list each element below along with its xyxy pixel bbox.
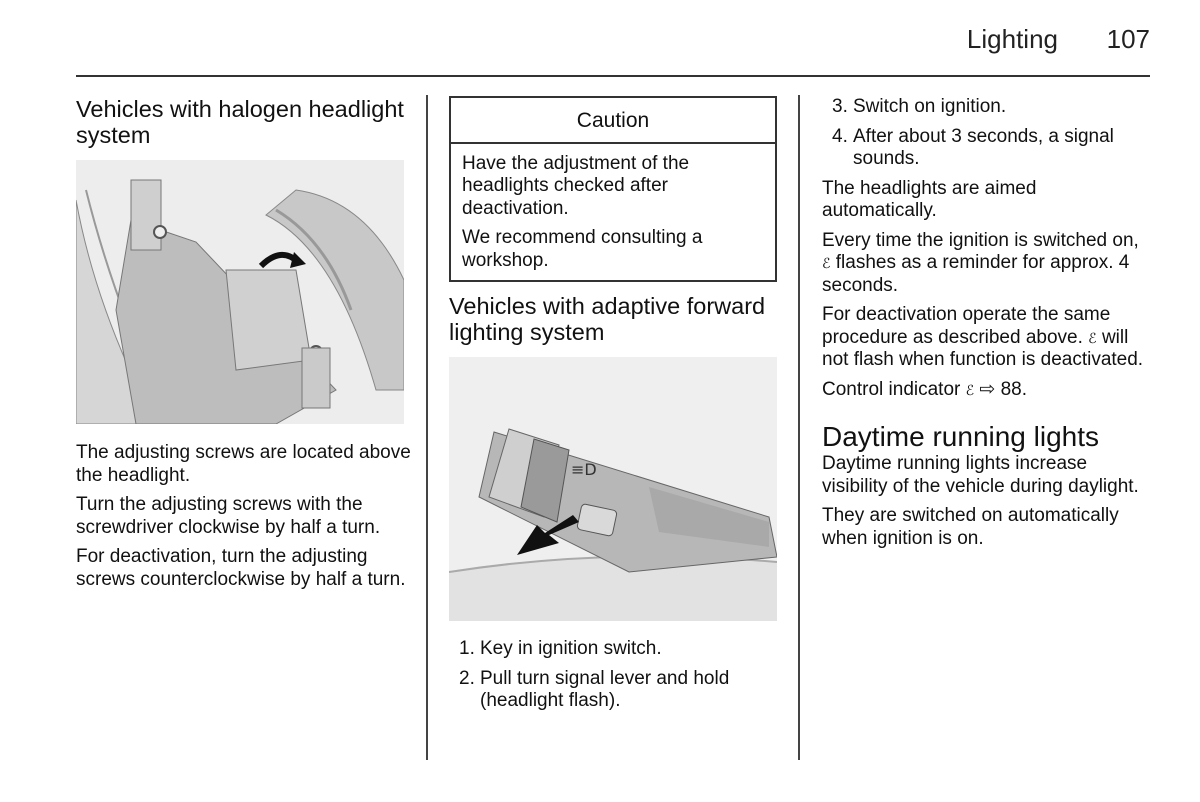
headlight-range-icon: ℰ [822, 255, 831, 271]
column-1 [76, 96, 412, 598]
step-item: 4. After about 3 seconds, a signal sounds. [832, 125, 1114, 169]
column-divider-right [798, 95, 800, 760]
turn-signal-lever-illustration [449, 357, 777, 621]
engine-bay-drawing [76, 160, 404, 424]
page-number: 107 [1106, 24, 1150, 54]
daytime-running-lights-heading: Daytime running lights [822, 421, 1100, 452]
headlight-range-icon: ℰ [1088, 329, 1097, 346]
caution-title: Caution [451, 98, 775, 144]
paragraph: Daytime running lights increase visibility of the vehicle during daylight. [822, 453, 1139, 497]
headlight-range-icon: ℰ [965, 381, 975, 398]
caution-box [449, 96, 777, 282]
column-divider-left [426, 95, 428, 760]
header-rule [76, 75, 1150, 77]
step-item: 2. Pull turn signal lever and hold (headlight flash). [459, 667, 730, 711]
lever-drawing [449, 357, 777, 621]
step-item: 1. Key in ignition switch. [459, 638, 662, 659]
paragraph: They are switched on automatically when ignition is on. [822, 505, 1119, 549]
svg-text:≡D: ≡D [571, 460, 597, 479]
step-item: 3. Switch on ignition. [832, 96, 1007, 117]
page-section-title: Lighting [966, 24, 1058, 54]
column-2 [449, 96, 777, 720]
column-3 [822, 96, 1156, 557]
paragraph: Turn the adjusting screws with the screwdriver clockwise by half a turn. [76, 494, 381, 538]
caution-paragraph: We recommend consulting a workshop. [462, 227, 703, 271]
halogen-headlight-illustration [76, 160, 404, 424]
caution-paragraph: Have the adjustment of the headlights checked after deactivation. [462, 152, 690, 219]
adaptive-lighting-heading: Vehicles with adaptive forward lighting system [449, 293, 766, 345]
paragraph: For deactivation operate the same procedure as described above. ℰ will not flash when function is deactivated. [822, 304, 1144, 370]
page-reference-link[interactable]: 88. [1000, 378, 1028, 400]
halogen-heading: Vehicles with halogen headlight system [76, 96, 404, 148]
paragraph: For deactivation, turn the adjusting screws counterclockwise by half a turn. [76, 546, 406, 590]
paragraph: Every time the ignition is switched on, ℰ flashes as a reminder for approx. 4 seconds. [822, 229, 1139, 296]
cross-reference-arrow-icon: ⇨ [979, 378, 996, 400]
paragraph: Control indicator ℰ ⇨ 88. [822, 378, 1028, 400]
paragraph: The headlights are aimed automatically. [822, 177, 1037, 221]
paragraph: The adjusting screws are located above the headlight. [76, 442, 411, 486]
adjusting-screw-icon [154, 226, 166, 238]
